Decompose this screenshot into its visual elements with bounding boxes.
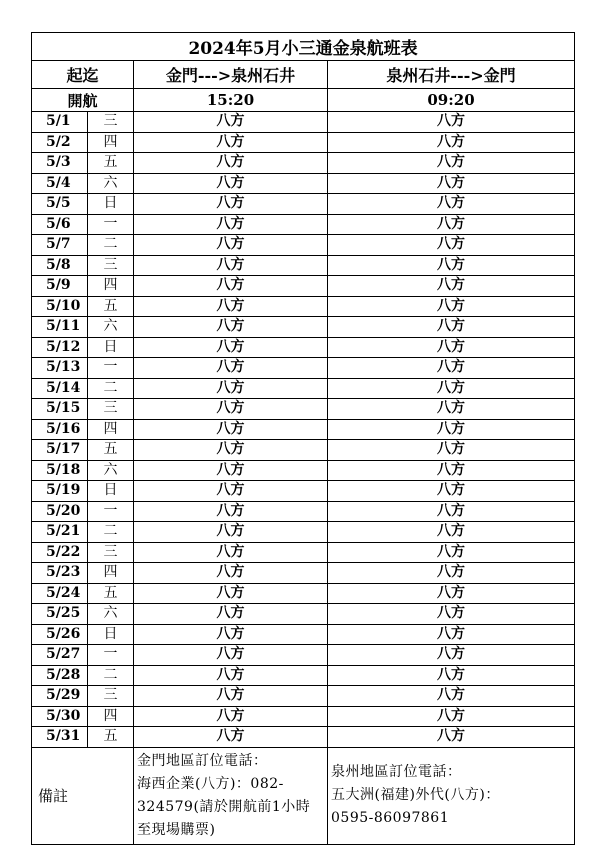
date-cell: 5/25 bbox=[32, 604, 88, 625]
carrier-a-cell: 八方 bbox=[134, 501, 328, 522]
date-cell: 5/8 bbox=[32, 255, 88, 276]
carrier-b-cell: 八方 bbox=[328, 296, 575, 317]
carrier-a-cell: 八方 bbox=[134, 399, 328, 420]
notes-row bbox=[32, 747, 575, 844]
quanzhou-booking-note bbox=[328, 747, 575, 844]
weekday-cell: 一 bbox=[88, 358, 134, 379]
weekday-cell: 日 bbox=[88, 337, 134, 358]
schedule-row bbox=[32, 624, 575, 645]
weekday-cell: 二 bbox=[88, 665, 134, 686]
carrier-a-cell: 八方 bbox=[134, 706, 328, 727]
date-cell: 5/21 bbox=[32, 522, 88, 543]
carrier-b-cell: 八方 bbox=[328, 583, 575, 604]
schedule-row bbox=[32, 727, 575, 748]
date-cell: 5/18 bbox=[32, 460, 88, 481]
carrier-b-cell: 八方 bbox=[328, 522, 575, 543]
schedule-row bbox=[32, 296, 575, 317]
carrier-b-cell: 八方 bbox=[328, 132, 575, 153]
carrier-b-cell: 八方 bbox=[328, 358, 575, 379]
carrier-a-cell: 八方 bbox=[134, 686, 328, 707]
carrier-a-cell: 八方 bbox=[134, 132, 328, 153]
date-cell: 5/24 bbox=[32, 583, 88, 604]
carrier-a-cell: 八方 bbox=[134, 604, 328, 625]
schedule-row bbox=[32, 583, 575, 604]
schedule-row bbox=[32, 276, 575, 297]
carrier-a-cell: 八方 bbox=[134, 214, 328, 235]
carrier-b-cell: 八方 bbox=[328, 645, 575, 666]
schedule-row bbox=[32, 419, 575, 440]
note-line: 0595-86097861 bbox=[331, 810, 450, 826]
carrier-b-cell: 八方 bbox=[328, 501, 575, 522]
carrier-a-cell: 八方 bbox=[134, 255, 328, 276]
carrier-b-cell: 八方 bbox=[328, 112, 575, 133]
weekday-cell: 二 bbox=[88, 235, 134, 256]
route-kinmen-to-quanzhou: 金門--->泉州石井 bbox=[134, 61, 328, 89]
date-cell: 5/26 bbox=[32, 624, 88, 645]
date-cell: 5/30 bbox=[32, 706, 88, 727]
schedule-row bbox=[32, 337, 575, 358]
carrier-a-cell: 八方 bbox=[134, 645, 328, 666]
carrier-b-cell: 八方 bbox=[328, 665, 575, 686]
schedule-row bbox=[32, 378, 575, 399]
date-cell: 5/23 bbox=[32, 563, 88, 584]
date-cell: 5/9 bbox=[32, 276, 88, 297]
route-header-row bbox=[32, 61, 575, 89]
schedule-row bbox=[32, 255, 575, 276]
origin-destination-label: 起迄 bbox=[32, 61, 134, 89]
kinmen-booking-note bbox=[134, 747, 328, 844]
carrier-b-cell: 八方 bbox=[328, 460, 575, 481]
carrier-b-cell: 八方 bbox=[328, 276, 575, 297]
weekday-cell: 日 bbox=[88, 194, 134, 215]
ferry-schedule-table bbox=[31, 32, 575, 845]
date-cell: 5/19 bbox=[32, 481, 88, 502]
carrier-b-cell: 八方 bbox=[328, 317, 575, 338]
weekday-cell: 五 bbox=[88, 583, 134, 604]
carrier-a-cell: 八方 bbox=[134, 665, 328, 686]
schedule-row bbox=[32, 604, 575, 625]
carrier-a-cell: 八方 bbox=[134, 542, 328, 563]
carrier-a-cell: 八方 bbox=[134, 235, 328, 256]
carrier-b-cell: 八方 bbox=[328, 378, 575, 399]
departure-time-b: 09:20 bbox=[328, 89, 575, 112]
weekday-cell: 四 bbox=[88, 276, 134, 297]
weekday-cell: 四 bbox=[88, 419, 134, 440]
schedule-row bbox=[32, 501, 575, 522]
carrier-b-cell: 八方 bbox=[328, 194, 575, 215]
carrier-b-cell: 八方 bbox=[328, 563, 575, 584]
schedule-row bbox=[32, 686, 575, 707]
schedule-row bbox=[32, 399, 575, 420]
note-line: 金門地區訂位電話： bbox=[137, 752, 268, 769]
weekday-cell: 三 bbox=[88, 112, 134, 133]
date-cell: 5/7 bbox=[32, 235, 88, 256]
carrier-a-cell: 八方 bbox=[134, 173, 328, 194]
date-cell: 5/20 bbox=[32, 501, 88, 522]
schedule-row bbox=[32, 706, 575, 727]
weekday-cell: 三 bbox=[88, 399, 134, 420]
schedule-row bbox=[32, 173, 575, 194]
carrier-b-cell: 八方 bbox=[328, 173, 575, 194]
weekday-cell: 一 bbox=[88, 214, 134, 235]
date-cell: 5/29 bbox=[32, 686, 88, 707]
carrier-a-cell: 八方 bbox=[134, 317, 328, 338]
weekday-cell: 五 bbox=[88, 296, 134, 317]
carrier-b-cell: 八方 bbox=[328, 255, 575, 276]
weekday-cell: 四 bbox=[88, 132, 134, 153]
carrier-b-cell: 八方 bbox=[328, 337, 575, 358]
date-cell: 5/15 bbox=[32, 399, 88, 420]
schedule-row bbox=[32, 460, 575, 481]
carrier-a-cell: 八方 bbox=[134, 583, 328, 604]
date-cell: 5/13 bbox=[32, 358, 88, 379]
date-cell: 5/28 bbox=[32, 665, 88, 686]
weekday-cell: 四 bbox=[88, 563, 134, 584]
carrier-a-cell: 八方 bbox=[134, 727, 328, 748]
schedule-row bbox=[32, 112, 575, 133]
schedule-row bbox=[32, 481, 575, 502]
note-line: 至現場購票) bbox=[137, 821, 216, 838]
date-cell: 5/14 bbox=[32, 378, 88, 399]
carrier-a-cell: 八方 bbox=[134, 419, 328, 440]
note-line: 海西企業(八方)：082- bbox=[137, 775, 284, 792]
carrier-b-cell: 八方 bbox=[328, 624, 575, 645]
schedule-title: 2024年5月小三通金泉航班表 bbox=[32, 33, 575, 61]
date-cell: 5/12 bbox=[32, 337, 88, 358]
date-cell: 5/5 bbox=[32, 194, 88, 215]
date-cell: 5/6 bbox=[32, 214, 88, 235]
schedule-row bbox=[32, 665, 575, 686]
schedule-row bbox=[32, 542, 575, 563]
departure-time-a: 15:20 bbox=[134, 89, 328, 112]
carrier-a-cell: 八方 bbox=[134, 440, 328, 461]
date-cell: 5/27 bbox=[32, 645, 88, 666]
weekday-cell: 日 bbox=[88, 481, 134, 502]
weekday-cell: 一 bbox=[88, 501, 134, 522]
date-cell: 5/1 bbox=[32, 112, 88, 133]
carrier-b-cell: 八方 bbox=[328, 542, 575, 563]
carrier-a-cell: 八方 bbox=[134, 522, 328, 543]
date-cell: 5/3 bbox=[32, 153, 88, 174]
weekday-cell: 日 bbox=[88, 624, 134, 645]
notes-label: 備註 bbox=[32, 747, 134, 844]
carrier-b-cell: 八方 bbox=[328, 153, 575, 174]
date-cell: 5/16 bbox=[32, 419, 88, 440]
carrier-b-cell: 八方 bbox=[328, 235, 575, 256]
title-row bbox=[32, 33, 575, 61]
carrier-a-cell: 八方 bbox=[134, 337, 328, 358]
carrier-a-cell: 八方 bbox=[134, 481, 328, 502]
carrier-b-cell: 八方 bbox=[328, 706, 575, 727]
weekday-cell: 三 bbox=[88, 255, 134, 276]
weekday-cell: 五 bbox=[88, 153, 134, 174]
schedule-row bbox=[32, 153, 575, 174]
schedule-row bbox=[32, 214, 575, 235]
note-line: 324579(請於開航前1小時 bbox=[137, 798, 311, 815]
date-cell: 5/11 bbox=[32, 317, 88, 338]
schedule-row bbox=[32, 440, 575, 461]
carrier-b-cell: 八方 bbox=[328, 419, 575, 440]
carrier-a-cell: 八方 bbox=[134, 276, 328, 297]
schedule-row bbox=[32, 194, 575, 215]
weekday-cell: 六 bbox=[88, 317, 134, 338]
carrier-a-cell: 八方 bbox=[134, 296, 328, 317]
date-cell: 5/10 bbox=[32, 296, 88, 317]
carrier-b-cell: 八方 bbox=[328, 686, 575, 707]
weekday-cell: 四 bbox=[88, 706, 134, 727]
weekday-cell: 二 bbox=[88, 522, 134, 543]
carrier-a-cell: 八方 bbox=[134, 378, 328, 399]
date-cell: 5/31 bbox=[32, 727, 88, 748]
carrier-a-cell: 八方 bbox=[134, 563, 328, 584]
weekday-cell: 二 bbox=[88, 378, 134, 399]
weekday-cell: 三 bbox=[88, 542, 134, 563]
weekday-cell: 五 bbox=[88, 440, 134, 461]
schedule-row bbox=[32, 522, 575, 543]
schedule-row bbox=[32, 358, 575, 379]
date-cell: 5/2 bbox=[32, 132, 88, 153]
schedule-row bbox=[32, 317, 575, 338]
date-cell: 5/4 bbox=[32, 173, 88, 194]
schedule-row bbox=[32, 235, 575, 256]
route-quanzhou-to-kinmen: 泉州石井--->金門 bbox=[328, 61, 575, 89]
carrier-a-cell: 八方 bbox=[134, 624, 328, 645]
weekday-cell: 五 bbox=[88, 727, 134, 748]
carrier-a-cell: 八方 bbox=[134, 112, 328, 133]
weekday-cell: 六 bbox=[88, 173, 134, 194]
note-line: 五大洲(福建)外代(八方)： bbox=[331, 787, 500, 803]
carrier-b-cell: 八方 bbox=[328, 399, 575, 420]
carrier-b-cell: 八方 bbox=[328, 440, 575, 461]
weekday-cell: 一 bbox=[88, 645, 134, 666]
schedule-row bbox=[32, 132, 575, 153]
date-cell: 5/17 bbox=[32, 440, 88, 461]
weekday-cell: 六 bbox=[88, 604, 134, 625]
schedule-row bbox=[32, 645, 575, 666]
carrier-a-cell: 八方 bbox=[134, 460, 328, 481]
departure-time-row bbox=[32, 89, 575, 112]
carrier-b-cell: 八方 bbox=[328, 727, 575, 748]
carrier-a-cell: 八方 bbox=[134, 358, 328, 379]
carrier-b-cell: 八方 bbox=[328, 214, 575, 235]
carrier-a-cell: 八方 bbox=[134, 194, 328, 215]
schedule-row bbox=[32, 563, 575, 584]
note-line: 泉州地區訂位電話： bbox=[331, 764, 462, 780]
carrier-b-cell: 八方 bbox=[328, 604, 575, 625]
carrier-b-cell: 八方 bbox=[328, 481, 575, 502]
date-cell: 5/22 bbox=[32, 542, 88, 563]
carrier-a-cell: 八方 bbox=[134, 153, 328, 174]
weekday-cell: 三 bbox=[88, 686, 134, 707]
weekday-cell: 六 bbox=[88, 460, 134, 481]
departure-label: 開航 bbox=[32, 89, 134, 112]
